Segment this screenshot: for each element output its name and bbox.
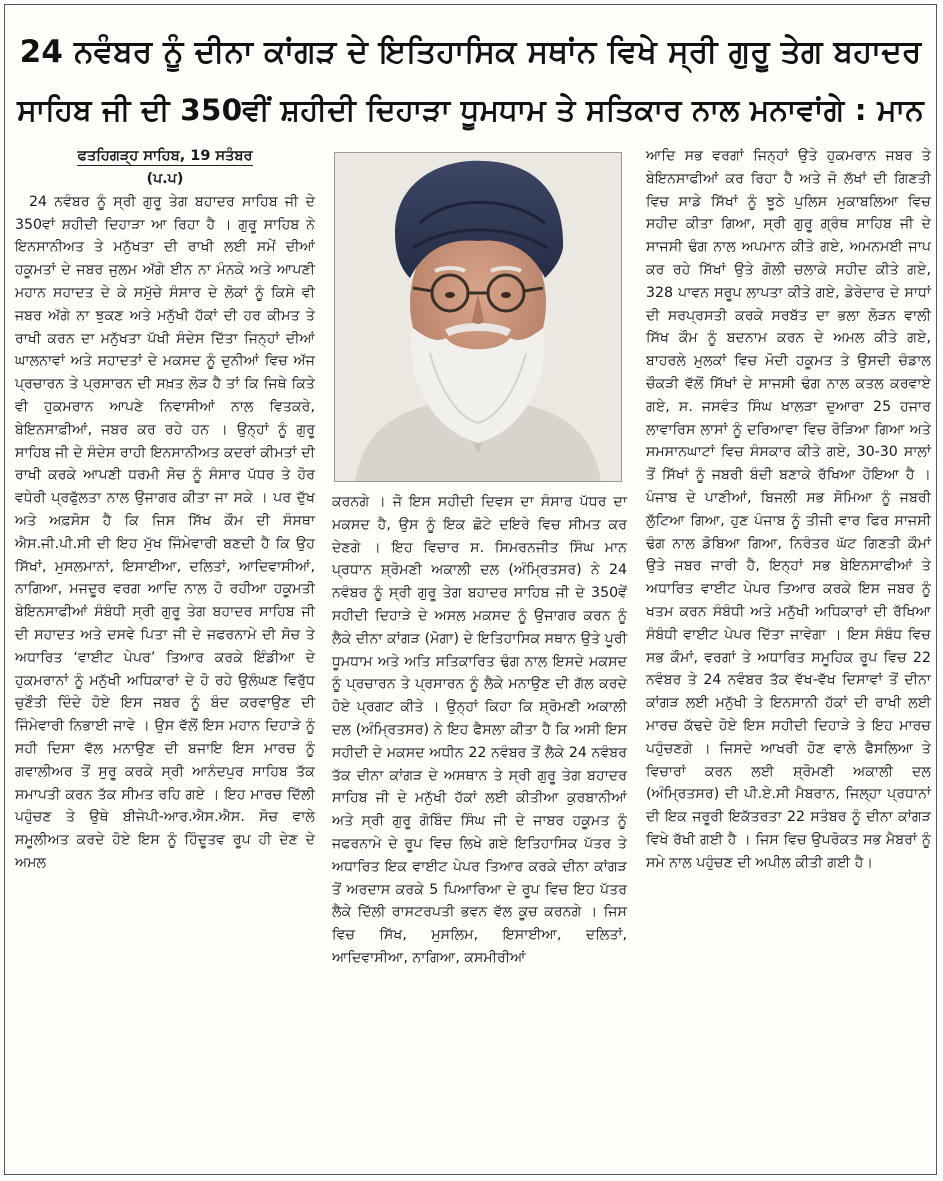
article-text-col-2: ਕਰਨਗੇ । ਜੋ ਇਸ ਸਹੀਦੀ ਦਿਵਸ ਦਾ ਸੰਸਾਰ ਪੱਧਰ ਦਾ ਮਕਸਦ ਹੈ, ਉਸ ਨੂੰ ਇਕ ਛੋਟੇ ਦਇਰੇ ਵਿਚ ਸੀਮਤ ਕਰ ਦੇਣਗੇ । ਇਹ ਵਿਚਾਰ ਸ. ਸਿਮਰਨਜੀਤ ਸਿੰਘ ਮਾਨ ਪ੍ਰਧਾਨ ਸ਼੍ਰੋਮਣੀ ਅਕਾਲੀ ਦਲ (ਅੰਮ੍ਰਿਤਸਰ) ਨੇ 24 ਨਵੰਬਰ ਨੂੰ ਸ੍ਰੀ ਗੁਰੂ ਤੇਗ ਬਹਾਦਰ ਸਾਹਿਬ ਜੀ ਦੇ 350ਵੇਂ ਸਹੀਦੀ ਦਿਹਾੜੇ ਦੇ ਅਸਲ ਮਕਸਦ ਨੂੰ ਉਜਾਗਰ ਕਰਨ ਨੂੰ ਲੈਕੇ ਦੀਨਾ ਕਾਂਗੜ (ਮੋਗਾ) ਦੇ ਇਤਿਹਾਸਿਕ ਸਥਾਨ ਉਤੇ ਪੂਰੀ ਧੂਮਧਾਮ ਅਤੇ ਅਤਿ ਸਤਿਕਾਰਿਤ ਢੰਗ ਨਾਲ ਇਸਦੇ ਮਕਸਦ ਨੂੰ ਪ੍ਰਚਾਰਨ ਤੇ ਪ੍ਰਸਾਰਨ ਨੂੰ ਲੈਕੇ ਮਨਾਉਣ ਦੀ ਗੱਲ ਕਰਦੇ ਹੋਏ ਪ੍ਰਗਟ ਕੀਤੇ । ਉਨ੍ਹਾਂ ਕਿਹਾ ਕਿ ਸ਼੍ਰੋਮਣੀ ਅਕਾਲੀ ਦਲ (ਅੰਮ੍ਰਿਤਸਰ) ਨੇ ਇਹ ਫੈਸਲਾ ਕੀਤਾ ਹੈ ਕਿ ਅਸੀ ਇਸ ਸਹੀਦੀ ਦੇ ਮਕਸਦ ਅਧੀਨ 22 ਨਵੰਬਰ ਤੋਂ ਲੈਕੇ 24 ਨਵੰਬਰ ਤੱਕ ਦੀਨਾ ਕਾਂਗੜ ਦੇ ਅਸਥਾਨ ਤੇ ਸ੍ਰੀ ਗੁਰੂ ਤੇਗ ਬਹਾਦਰ ਸਾਹਿਬ ਜੀ ਦੇ ਮਨੁੱਖੀ ਹੱਕਾਂ ਲਈ ਕੀਤੀਆ ਕੁਰਬਾਨੀਆਂ ਅਤੇ ਸ੍ਰੀ ਗੁਰੂ ਗੋਬਿੰਦ ਸਿੰਘ ਜੀ ਦੇ ਜਾਬਰ ਹਕੂਮਤ ਨੂੰ ਜਫਰਨਾਮੇ ਦੇ ਰੂਪ ਵਿਚ ਲਿਖੇ ਗਏ ਇਤਿਹਾਸਿਕ ਪੱਤਰ ਤੇ ਅਧਾਰਿਤ ਇਕ ਵਾਈਟ ਪੇਪਰ ਤਿਆਰ ਕਰਕੇ ਦੀਨਾ ਕਾਂਗੜ ਤੋਂ ਅਰਦਾਸ ਕਰਕੇ 5 ਪਿਆਰਿਆ ਦੇ ਰੂਪ ਵਿਚ ਇਹ ਪੱਤਰ ਲੈਕੇ ਦਿੱਲੀ ਰਾਸਟਰਪਤੀ ਭਵਨ ਵੱਲ ਕੂਚ ਕਰਨਗੇ । ਜਿਸ ਵਿਚ ਸਿੱਖ, ਮੁਸਲਿਮ, ਇਸਾਈਆ, ਦਲਿਤਾਂ, ਆਦਿਵਾਸੀਆ, ਨਾਗਿਆ, ਕਸਮੀਰੀਆਂ bbox=[332, 494, 627, 966]
newspaper-page bbox=[4, 4, 937, 1175]
article-text-col-1: 24 ਨਵੰਬਰ ਨੂੰ ਸ੍ਰੀ ਗੁਰੂ ਤੇਗ ਬਹਾਦਰ ਸਾਹਿਬ ਜੀ ਦੇ 350ਵਾਂ ਸ਼ਹੀਦੀ ਦਿਹਾੜਾ ਆ ਰਿਹਾ ਹੈ । ਗੁਰੂ ਸਾਹਿਬ ਨੇ ਇਨਸਾਨੀਅਤ ਤੇ ਮਨੁੱਖਤਾ ਦੀ ਰਾਖੀ ਲਈ ਸਮੇਂ ਦੀਆਂ ਹਕੂਮਤਾਂ ਦੇ ਜਬਰ ਜੁਲਮ ਅੱਗੇ ਈਨ ਨਾ ਮੰਨਕੇ ਅਤੇ ਆਪਣੀ ਮਹਾਨ ਸਹਾਦਤ ਦੇ ਕੇ ਸਮੁੱਚੇ ਸੰਸਾਰ ਦੇ ਲੋਕਾਂ ਨੂੰ ਕਿਸੇ ਵੀ ਜਬਰ ਅੱਗੇ ਨਾ ਝੁਕਣ ਅਤੇ ਮਨੁੱਖੀ ਹੱਕਾਂ ਦੀ ਹਰ ਕੀਮਤ ਤੇ ਰਾਖੀ ਕਰਨ ਦਾ ਮਨੁੱਖਤਾ ਪੱਖੀ ਸੰਦੇਸ ਦਿੱਤਾ ਜਿਨ੍ਹਾਂ ਦੀਆਂ ਘਾਲਨਾਵਾਂ ਅਤੇ ਸਹਾਦਤਾਂ ਦੇ ਮਕਸਦ ਨੂੰ ਦੁਨੀਆਂ ਵਿਚ ਅੱਜ ਪ੍ਰਚਾਰਨ ਤੇ ਪ੍ਰਸਾਰਨ ਦੀ ਸਖ਼ਤ ਲੋੜ ਹੈ ਤਾਂ ਕਿ ਜਿਥੇ ਕਿਤੇ ਵੀ ਹੁਕਮਰਾਨ ਆਪਣੇ ਨਿਵਾਸੀਆਂ ਨਾਲ ਵਿਤਕਰੇ, ਬੇਇਨਸਾਫ਼ੀਆਂ, ਜਬਰ ਕਰ ਰਹੇ ਹਨ । ਉਨ੍ਹਾਂ ਨੂੰ ਗੁਰੂ ਸਾਹਿਬ ਜੀ ਦੇ ਸੰਦੇਸ ਰਾਹੀ ਇਨਸਾਨੀਅਤ ਕਦਰਾਂ ਕੀਮਤਾਂ ਦੀ ਰਾਖੀ ਕਰਕੇ ਆਪਣੀ ਧਰਮੀ ਸੋਚ ਨੂੰ ਸੰਸਾਰ ਪੱਧਰ ਤੇ ਹੋਰ ਵਧੇਰੀ ਪ੍ਰਫੁੱਲਤਾ ਨਾਲ ਉਜਾਗਰ ਕੀਤਾ ਜਾ ਸਕੇ । ਪਰ ਦੁੱਖ ਅਤੇ ਅਫ਼ਸੋਸ ਹੈ ਕਿ ਜਿਸ ਸਿੱਖ ਕੌਮ ਦੀ ਸੰਸਥਾ ਐਸ.ਜੀ.ਪੀ.ਸੀ ਦੀ ਇਹ ਮੁੱਖ ਜਿੰਮੇਵਾਰੀ ਬਣਦੀ ਹੈ ਕਿ ਉਹ ਸਿੱਖਾਂ, ਮੁਸਲਮਾਨਾਂ, ਇਸਾਈਆ, ਦਲਿਤਾਂ, ਆਦਿਵਾਸੀਆਂ, ਨਾਗਿਆ, ਮਜਦੂਰ ਵਰਗ ਆਦਿ ਨਾਲ ਹੋ ਰਹੀਆ ਹਕੂਮਤੀ ਬੇਇਨਸਾਫੀਆਂ ਸੰਬੰਧੀ ਸ੍ਰੀ ਗੁਰੂ ਤੇਗ ਬਹਾਦਰ ਸਾਹਿਬ ਜੀ ਦੀ ਸਹਾਦਤ ਅਤੇ ਦਸਵੇ ਪਿਤਾ ਜੀ ਦੇ ਜਫਰਨਾਮੇ ਦੀ ਸੋਚ ਤੇ ਅਧਾਰਿਤ ‘ਵਾਈਟ ਪੇਪਰ’ ਤਿਆਰ ਕਰਕੇ ਇੰਡੀਆ ਦੇ ਹੁਕਮਰਾਨਾਂ ਨੂੰ ਮਨੁੱਖੀ ਅਧਿਕਾਰਾਂ ਦੇ ਹੋ ਰਹੇ ਉਲੰਘਣ ਵਿਰੁੱਧ ਚੁਣੌਤੀ ਦਿੰਦੇ ਹੋਏ ਇਸ ਜਬਰ ਨੂੰ ਬੰਦ ਕਰਵਾਉਣ ਦੀ ਜਿੰਮੇਵਾਰੀ ਨਿਭਾਈ ਜਾਵੇ । ਉਸ ਵੱਲੋਂ ਇਸ ਮਹਾਨ ਦਿਹਾੜੇ ਨੂੰ ਸਹੀ ਦਿਸਾ ਵੱਲ ਮਨਾਉਣ ਦੀ ਬਜਾਇ ਇਸ ਮਾਰਚ ਨੂੰ ਗਵਾਲੀਅਰ ਤੋਂ ਸੁਰੂ ਕਰਕੇ ਸ੍ਰੀ ਆਨੰਦਪੁਰ ਸਾਹਿਬ ਤੱਕ ਸਮਾਪਤੀ ਕਰਨ ਤੱਕ ਸੀਮਤ ਰਹਿ ਗਏ । ਇਹ ਮਾਰਚ ਦਿੱਲੀ ਪਹੁੰਚਣ ਤੇ ਉਥੇ ਬੀਜੇਪੀ-ਆਰ.ਐਸ.ਐਸ. ਸੋਚ ਵਾਲੇ ਸਮੂਲੀਅਤ ਕਰਦੇ ਹੋਏ ਇਸ ਨੂੰ ਹਿੰਦੂਤਵ ਰੂਪ ਹੀ ਦੇਣ ਦੇ ਅਮਲ bbox=[15, 193, 315, 871]
dateline-text: ਫਤਹਿਗੜ੍ਹ ਸਾਹਿਬ, 19 ਸਤੰਬਰ bbox=[77, 148, 253, 164]
portrait-icon bbox=[335, 153, 621, 481]
article-text-col-3: ਆਦਿ ਸਭ ਵਰਗਾਂ ਜਿਨ੍ਹਾਂ ਉਤੇ ਹੁਕਮਰਾਨ ਜਬਰ ਤੇ ਬੇਇਨਸਾਫੀਆਂ ਕਰ ਰਿਹਾ ਹੈ ਅਤੇ ਜੋ ਲੱਖਾਂ ਦੀ ਗਿਣਤੀ ਵਿਚ ਸਾਡੇ ਸਿੱਖਾਂ ਨੂੰ ਝੂਠੇ ਪੁਲਿਸ ਮੁਕਾਬਲਿਆ ਵਿਚ ਸਹੀਦ ਕੀਤਾ ਗਿਆ, ਸ੍ਰੀ ਗੁਰੂ ਗ੍ਰੰਥ ਸਾਹਿਬ ਜੀ ਦੇ ਸਾਜਸੀ ਢੰਗ ਨਾਲ ਅਪਮਾਨ ਕੀਤੇ ਗਏ, ਅਮਨਮਈ ਜਾਪ ਕਰ ਰਹੇ ਸਿੱਖਾਂ ਉਤੇ ਗੋਲੀ ਚਲਾਕੇ ਸਹੀਦ ਕੀਤੇ ਗਏ, 328 ਪਾਵਨ ਸਰੂਪ ਲਾਪਤਾ ਕੀਤੇ ਗਏ, ਡੇਰੇਦਾਰ ਦੇ ਸਾਧਾਂ ਦੀ ਸਰਪ੍ਰਸਤੀ ਕਰਕੇ ਸਰਬੱਤ ਦਾ ਭਲਾ ਲੋੜਨ ਵਾਲੀ ਸਿੱਖ ਕੌਮ ਨੂੰ ਬਦਨਾਮ ਕਰਨ ਦੇ ਅਮਲ ਕੀਤੇ ਗਏ, ਬਾਹਰਲੇ ਮੁਲਕਾਂ ਵਿਚ ਮੋਦੀ ਹਕੂਮਤ ਤੇ ਉਸਦੀ ਚੰਡਾਲ ਚੌਕੜੀ ਵੱਲੋਂ ਸਿੱਖਾਂ ਦੇ ਸਾਜਸੀ ਢੰਗ ਨਾਲ ਕਤਲ ਕਰਵਾਏ ਗਏ, ਸ. ਜਸਵੰਤ ਸਿੰਘ ਖਾਲੜਾ ਦੁਆਰਾ 25 ਹਜਾਰ ਲਾਵਾਰਿਸ ਲਾਸਾਂ ਨੂੰ ਦਰਿਆਵਾ ਵਿਚ ਰੋੜਿਆ ਗਿਆ ਅਤੇ ਸਮਸਾਨਘਾਟਾਂ ਵਿਚ ਸੰਸਕਾਰ ਕੀਤੇ ਗਏ, 30-30 ਸਾਲਾਂ ਤੋਂ ਸਿੱਖਾਂ ਨੂੰ ਜਬਰੀ ਬੰਦੀ ਬਣਾਕੇ ਰੱਖਿਆ ਹੋਇਆ ਹੈ । ਪੰਜਾਬ ਦੇ ਪਾਣੀਆਂ, ਬਿਜਲੀ ਸਭ ਸੋਮਿਆ ਨੂੰ ਜਬਰੀ ਲੁੱਟਿਆ ਗਿਆ, ਹੁਣ ਪੰਜਾਬ ਨੂੰ ਤੀਜੀ ਵਾਰ ਫਿਰ ਸਾਜਸੀ ਢੰਗ ਨਾਲ ਡੋਬਿਆ ਗਿਆ, ਨਿਰੰਤਰ ਘੱਟ ਗਿਣਤੀ ਕੌਮਾਂ ਉਤੇ ਜਬਰ ਜਾਰੀ ਹੈ, ਇਨ੍ਹਾਂ ਸਭ ਬੇਇਨਸਾਫੀਆਂ ਤੇ ਅਧਾਰਿਤ ਵਾਈਟ ਪੇਪਰ ਤਿਆਰ ਕਰਕੇ ਇਸ ਜਬਰ ਨੂੰ ਖਤਮ ਕਰਨ ਸੰਬੰਧੀ ਅਤੇ ਮਨੁੱਖੀ ਅਧਿਕਾਰਾਂ ਦੀ ਰੱਖਿਆ ਸੰਬੰਧੀ ਵਾਈਟ ਪੇਪਰ ਦਿੱਤਾ ਜਾਵੇਗਾ । ਇਸ ਸੰਬੰਧ ਵਿਚ ਸਭ ਕੌਮਾਂ, ਵਰਗਾਂ ਤੇ ਅਧਾਰਿਤ ਸਮੂਹਿਕ ਰੂਪ ਵਿਚ 22 ਨਵੰਬਰ ਤੇ 24 ਨਵੰਬਰ ਤੱਕ ਵੱਖ-ਵੱਖ ਦਿਸਾਵਾਂ ਤੋਂ ਦੀਨਾ ਕਾਂਗੜ ਲਈ ਮਨੁੱਖੀ ਤੇ ਇਨਸਾਨੀ ਹੱਕਾਂ ਦੀ ਰਾਖੀ ਲਈ ਮਾਰਚ ਕੱਢਦੇ ਹੋਏ ਇਸ ਸਹੀਦੀ ਦਿਹਾੜੇ ਤੇ ਇਹ ਮਾਰਚ ਪਹੁੰਚਣਗੇ । ਜਿਸਦੇ ਆਖਰੀ ਹੋਣ ਵਾਲੇ ਫੈਸਲਿਆ ਤੇ ਵਿਚਾਰਾਂ ਕਰਨ ਲਈ ਸ਼੍ਰੋਮਣੀ ਅਕਾਲੀ ਦਲ (ਅੰਮ੍ਰਿਤਸਰ) ਦੀ ਪੀ.ਏ.ਸੀ ਮੈਬਰਾਨ, ਜਿਲ੍ਹਾ ਪ੍ਰਧਾਨਾਂ ਦੀ ਇਕ ਜਰੂਰੀ ਇਕੱਤਰਤਾ 22 ਸਤੰਬਰ ਨੂੰ ਦੀਨਾ ਕਾਂਗੜ ਵਿਖੇ ਰੱਖੀ ਗਈ ਹੈ । ਜਿਸ ਵਿਚ ਉਪਰੋਕਤ ਸਭ ਮੈਬਰਾਂ ਨੂੰ ਸਮੇ ਨਾਲ ਪਹੁੰਚਣ ਦੀ ਅਪੀਲ ਕੀਤੀ ਗਈ ਹੈ। bbox=[646, 148, 931, 871]
agency-credit: (ਪ.ਪ) bbox=[146, 171, 184, 187]
headline-line-2: ਸਾਹਿਬ ਜੀ ਦੀ 350ਵੀਂ ਸ਼ਹੀਦੀ ਦਿਹਾੜਾ ਧੂਮਧਾਮ ਤੇ ਸਤਿਕਾਰ ਨਾਲ ਮਨਾਵਾਂਗੇ : ਮਾਨ bbox=[17, 93, 924, 127]
article-column-3 bbox=[646, 145, 931, 875]
headline-line-1: 24 ਨਵੰਬਰ ਨੂੰ ਦੀਨਾ ਕਾਂਗੜ ਦੇ ਇਤਿਹਾਸਿਕ ਸਥਾਂਨ ਵਿਖੇ ਸ੍ਰੀ ਗੁਰੂ ਤੇਗ ਬਹਾਦਰ bbox=[19, 34, 922, 70]
portrait-photo bbox=[334, 152, 622, 482]
article-column-1 bbox=[15, 145, 315, 875]
headline bbox=[17, 23, 924, 139]
dateline bbox=[15, 145, 315, 168]
article-column-2 bbox=[332, 491, 627, 970]
